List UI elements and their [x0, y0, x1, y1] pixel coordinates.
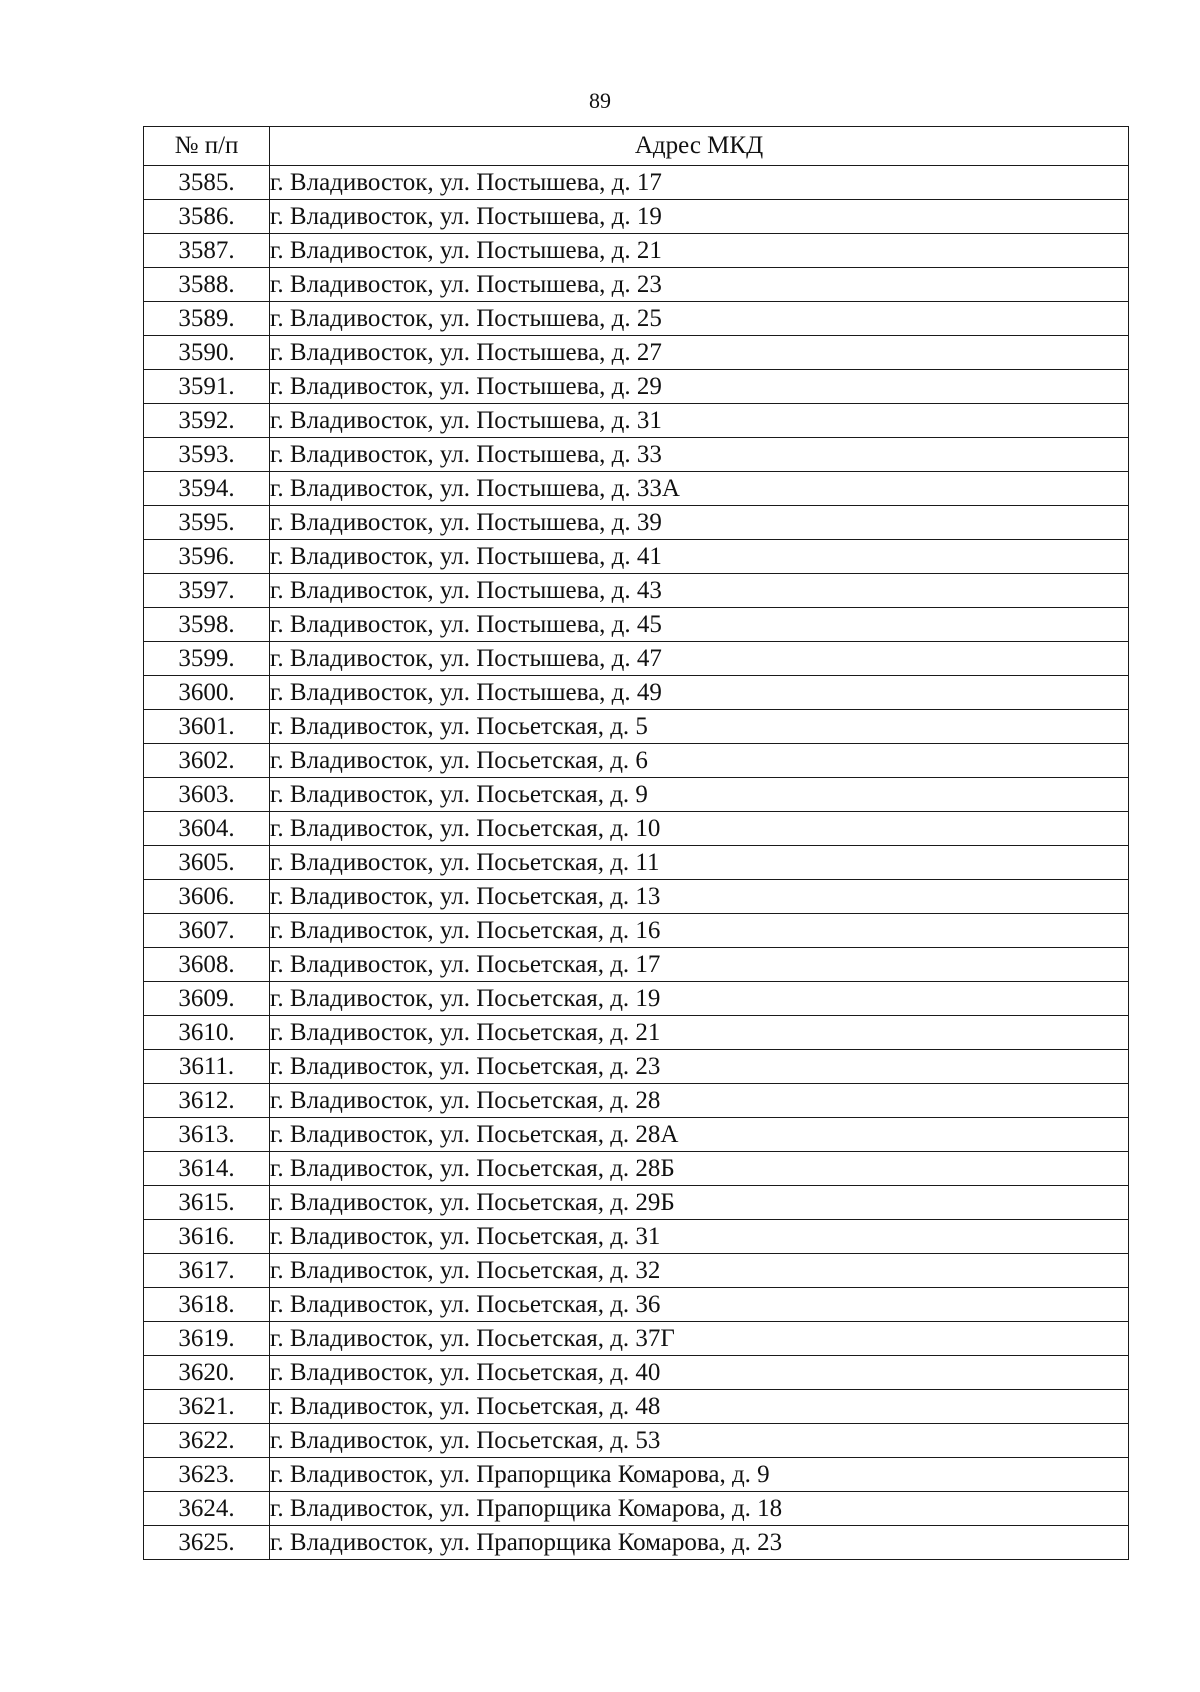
address-cell: г. Владивосток, ул. Посьетская, д. 9	[270, 778, 1129, 812]
address-cell: г. Владивосток, ул. Постышева, д. 41	[270, 540, 1129, 574]
table-row	[144, 914, 1129, 948]
table-row	[144, 1424, 1129, 1458]
address-cell: г. Владивосток, ул. Постышева, д. 33А	[270, 472, 1129, 506]
table-row	[144, 1458, 1129, 1492]
address-cell: г. Владивосток, ул. Посьетская, д. 37Г	[270, 1322, 1129, 1356]
address-cell: г. Владивосток, ул. Постышева, д. 21	[270, 234, 1129, 268]
address-cell: г. Владивосток, ул. Посьетская, д. 28Б	[270, 1152, 1129, 1186]
address-cell: г. Владивосток, ул. Постышева, д. 31	[270, 404, 1129, 438]
table-row	[144, 574, 1129, 608]
table-row	[144, 404, 1129, 438]
row-number-cell: 3611.	[144, 1050, 270, 1084]
table-row	[144, 1322, 1129, 1356]
table-row	[144, 1016, 1129, 1050]
column-header-address: Адрес МКД	[270, 127, 1129, 166]
table-row	[144, 1254, 1129, 1288]
row-number-cell: 3619.	[144, 1322, 270, 1356]
address-cell: г. Владивосток, ул. Посьетская, д. 17	[270, 948, 1129, 982]
table-row	[144, 676, 1129, 710]
row-number-cell: 3598.	[144, 608, 270, 642]
row-number-cell: 3585.	[144, 166, 270, 200]
row-number-cell: 3625.	[144, 1526, 270, 1560]
address-cell: г. Владивосток, ул. Посьетская, д. 21	[270, 1016, 1129, 1050]
address-cell: г. Владивосток, ул. Посьетская, д. 28	[270, 1084, 1129, 1118]
address-cell: г. Владивосток, ул. Постышева, д. 33	[270, 438, 1129, 472]
address-cell: г. Владивосток, ул. Постышева, д. 45	[270, 608, 1129, 642]
row-number-cell: 3602.	[144, 744, 270, 778]
row-number-cell: 3588.	[144, 268, 270, 302]
address-cell: г. Владивосток, ул. Постышева, д. 29	[270, 370, 1129, 404]
table-row	[144, 438, 1129, 472]
row-number-cell: 3613.	[144, 1118, 270, 1152]
table-row	[144, 1492, 1129, 1526]
address-cell: г. Владивосток, ул. Постышева, д. 49	[270, 676, 1129, 710]
table-row	[144, 642, 1129, 676]
table-row	[144, 1050, 1129, 1084]
address-cell: г. Владивосток, ул. Посьетская, д. 5	[270, 710, 1129, 744]
table-row	[144, 1152, 1129, 1186]
table-row	[144, 472, 1129, 506]
row-number-cell: 3608.	[144, 948, 270, 982]
address-cell: г. Владивосток, ул. Посьетская, д. 13	[270, 880, 1129, 914]
row-number-cell: 3590.	[144, 336, 270, 370]
address-cell: г. Владивосток, ул. Прапорщика Комарова, д. 23	[270, 1526, 1129, 1560]
row-number-cell: 3609.	[144, 982, 270, 1016]
address-cell: г. Владивосток, ул. Посьетская, д. 53	[270, 1424, 1129, 1458]
row-number-cell: 3593.	[144, 438, 270, 472]
row-number-cell: 3607.	[144, 914, 270, 948]
address-cell: г. Владивосток, ул. Посьетская, д. 19	[270, 982, 1129, 1016]
table-row	[144, 268, 1129, 302]
table-row	[144, 744, 1129, 778]
page-number: 89	[589, 88, 611, 113]
row-number-cell: 3622.	[144, 1424, 270, 1458]
table-body	[144, 166, 1129, 1560]
table-row	[144, 846, 1129, 880]
table-row	[144, 506, 1129, 540]
table-row	[144, 1118, 1129, 1152]
table-row	[144, 778, 1129, 812]
row-number-cell: 3600.	[144, 676, 270, 710]
row-number-cell: 3586.	[144, 200, 270, 234]
table-header-row	[144, 127, 1129, 166]
row-number-cell: 3601.	[144, 710, 270, 744]
row-number-cell: 3595.	[144, 506, 270, 540]
table-row	[144, 302, 1129, 336]
row-number-cell: 3612.	[144, 1084, 270, 1118]
row-number-cell: 3615.	[144, 1186, 270, 1220]
table-row	[144, 948, 1129, 982]
address-cell: г. Владивосток, ул. Прапорщика Комарова, д. 9	[270, 1458, 1129, 1492]
address-cell: г. Владивосток, ул. Посьетская, д. 31	[270, 1220, 1129, 1254]
address-cell: г. Владивосток, ул. Посьетская, д. 32	[270, 1254, 1129, 1288]
row-number-cell: 3618.	[144, 1288, 270, 1322]
table-row	[144, 812, 1129, 846]
address-cell: г. Владивосток, ул. Посьетская, д. 23	[270, 1050, 1129, 1084]
table-row	[144, 1186, 1129, 1220]
row-number-cell: 3599.	[144, 642, 270, 676]
address-cell: г. Владивосток, ул. Постышева, д. 47	[270, 642, 1129, 676]
table-row	[144, 1356, 1129, 1390]
row-number-cell: 3617.	[144, 1254, 270, 1288]
row-number-cell: 3591.	[144, 370, 270, 404]
table-row	[144, 710, 1129, 744]
row-number-cell: 3610.	[144, 1016, 270, 1050]
row-number-cell: 3606.	[144, 880, 270, 914]
row-number-cell: 3596.	[144, 540, 270, 574]
table-row	[144, 200, 1129, 234]
row-number-cell: 3597.	[144, 574, 270, 608]
address-cell: г. Владивосток, ул. Посьетская, д. 48	[270, 1390, 1129, 1424]
address-table	[143, 126, 1129, 1560]
row-number-cell: 3587.	[144, 234, 270, 268]
address-cell: г. Владивосток, ул. Постышева, д. 25	[270, 302, 1129, 336]
table-row	[144, 370, 1129, 404]
row-number-cell: 3624.	[144, 1492, 270, 1526]
row-number-cell: 3589.	[144, 302, 270, 336]
row-number-cell: 3592.	[144, 404, 270, 438]
address-cell: г. Владивосток, ул. Посьетская, д. 10	[270, 812, 1129, 846]
table-row	[144, 166, 1129, 200]
row-number-cell: 3604.	[144, 812, 270, 846]
column-header-number: № п/п	[144, 127, 270, 166]
table-row	[144, 880, 1129, 914]
row-number-cell: 3603.	[144, 778, 270, 812]
table-row	[144, 234, 1129, 268]
table-row	[144, 1288, 1129, 1322]
address-cell: г. Владивосток, ул. Посьетская, д. 16	[270, 914, 1129, 948]
address-cell: г. Владивосток, ул. Посьетская, д. 29Б	[270, 1186, 1129, 1220]
address-cell: г. Владивосток, ул. Посьетская, д. 6	[270, 744, 1129, 778]
address-cell: г. Владивосток, ул. Постышева, д. 27	[270, 336, 1129, 370]
row-number-cell: 3621.	[144, 1390, 270, 1424]
table-row	[144, 336, 1129, 370]
table-row	[144, 982, 1129, 1016]
row-number-cell: 3594.	[144, 472, 270, 506]
row-number-cell: 3614.	[144, 1152, 270, 1186]
address-cell: г. Владивосток, ул. Постышева, д. 23	[270, 268, 1129, 302]
address-cell: г. Владивосток, ул. Посьетская, д. 28А	[270, 1118, 1129, 1152]
address-cell: г. Владивосток, ул. Постышева, д. 39	[270, 506, 1129, 540]
row-number-cell: 3616.	[144, 1220, 270, 1254]
address-cell: г. Владивосток, ул. Прапорщика Комарова, д. 18	[270, 1492, 1129, 1526]
table-row	[144, 608, 1129, 642]
table-row	[144, 1526, 1129, 1560]
address-cell: г. Владивосток, ул. Постышева, д. 17	[270, 166, 1129, 200]
table-row	[144, 1084, 1129, 1118]
address-cell: г. Владивосток, ул. Постышева, д. 43	[270, 574, 1129, 608]
table-row	[144, 1390, 1129, 1424]
row-number-cell: 3620.	[144, 1356, 270, 1390]
row-number-cell: 3605.	[144, 846, 270, 880]
row-number-cell: 3623.	[144, 1458, 270, 1492]
address-cell: г. Владивосток, ул. Посьетская, д. 11	[270, 846, 1129, 880]
address-cell: г. Владивосток, ул. Постышева, д. 19	[270, 200, 1129, 234]
table-row	[144, 1220, 1129, 1254]
table-row	[144, 540, 1129, 574]
address-cell: г. Владивосток, ул. Посьетская, д. 36	[270, 1288, 1129, 1322]
address-cell: г. Владивосток, ул. Посьетская, д. 40	[270, 1356, 1129, 1390]
